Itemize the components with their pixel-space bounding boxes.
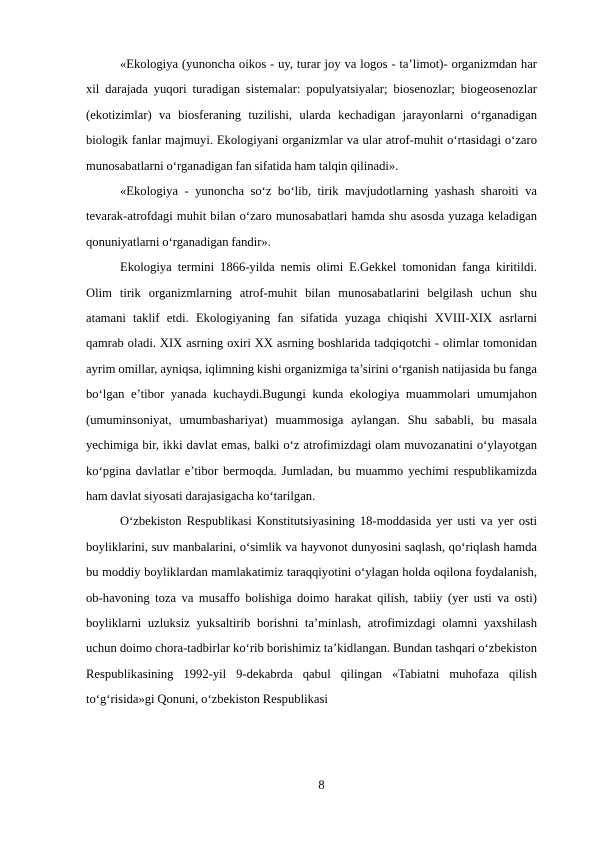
paragraph-ecology-history: Ekologiya termini 1866-yilda nemis olimi E.Gekkel tomonidan fanga kiritildi. Olim tirik organizmlarning atrof-muhit bilan munosabatlarini belgilash uchun shu atamani taklif etdi. Ekologiyaning fan sifatida yuzaga chiqishi XVIII-XIX asrlarni qamrab oladi. XIX asrning oxiri XX asrning boshlarida tadqiqotchi - olimlar tomonidan ayrim omillar, ayniqsa, iqlimning kishi organizmiga ta’sirini o‘rganish natijasida bu fanga bo‘lgan e’tibor yanada kuchaydi.Bugungi kunda ekologiya muammolari umumjahon (umuminsoniyat, umumbashariyat) muammosiga aylangan. Shu sababli, bu masala yechimiga bir, ikki davlat emas, balki o‘z atrofimizdagi olam muvozanatini o‘ylayotgan ko‘pgina davlatlar e’tibor bermoqda. Jumladan, bu muammo yechimi respublikamizda ham davlat siyosati darajasigacha ko‘tarilgan. xyxy=(86,260,537,503)
paragraph-ecology-definition: «Ekologiya (yunoncha oikos - uy, turar joy va logos - ta’limot)- organizmdan har xil darajada yuqori turadigan sistemalar: populyatsiyalar; biosenozlar; biogeosenozlar (ekotizimlar) va biosferaning tuzilishi, ularda kechadigan jarayonlarni o‘rganadigan biologik fanlar majmuyi. Ekologiyani organizmlar va ular atrof-muhit o‘rtasidagi o‘zaro munosabatlarni o‘rganadigan fan sifatida ham talqin qilinadi». xyxy=(86,57,537,173)
page-number: 8 xyxy=(318,778,325,792)
body-text xyxy=(86,52,537,713)
paragraph-ecology-etymology: «Ekologiya - yunoncha so‘z bo‘lib, tirik mavjudotlarning yashash sharoiti va tevarak-atrofdagi muhit bilan o‘zaro munosabatlari hamda shu asosda yuzaga keladigan qonuniyatlarni o‘rganadigan fandir». xyxy=(86,184,537,249)
paragraph-constitution: O‘zbekiston Respublikasi Konstitutsiyasining 18-moddasida yer usti va yer osti boyliklarini, suv manbalarini, o‘simlik va hayvonot dunyosini saqlash, qo‘riqlash hamda bu moddiy boyliklardan mamlakatimiz taraqqiyotini o‘ylagan holda oqilona foydalanish, ob-havoning toza va musaffo bolishiga doimo harakat qilish, tabiiy (yer usti va osti) boyliklarni uzluksiz yuksaltirib borishni ta’minlash, atrofimizdagi olamni yaxshilash uchun doimo chora-tadbirlar ko‘rib borishimiz ta’kidlangan. Bundan tashqari o‘zbekiston Respublikasining 1992-yil 9-dekabrda qabul qilingan «Tabiatni muhofaza qilish to‘g‘risida»gi Qonuni, o‘zbekiston Respublikasi xyxy=(86,514,537,707)
